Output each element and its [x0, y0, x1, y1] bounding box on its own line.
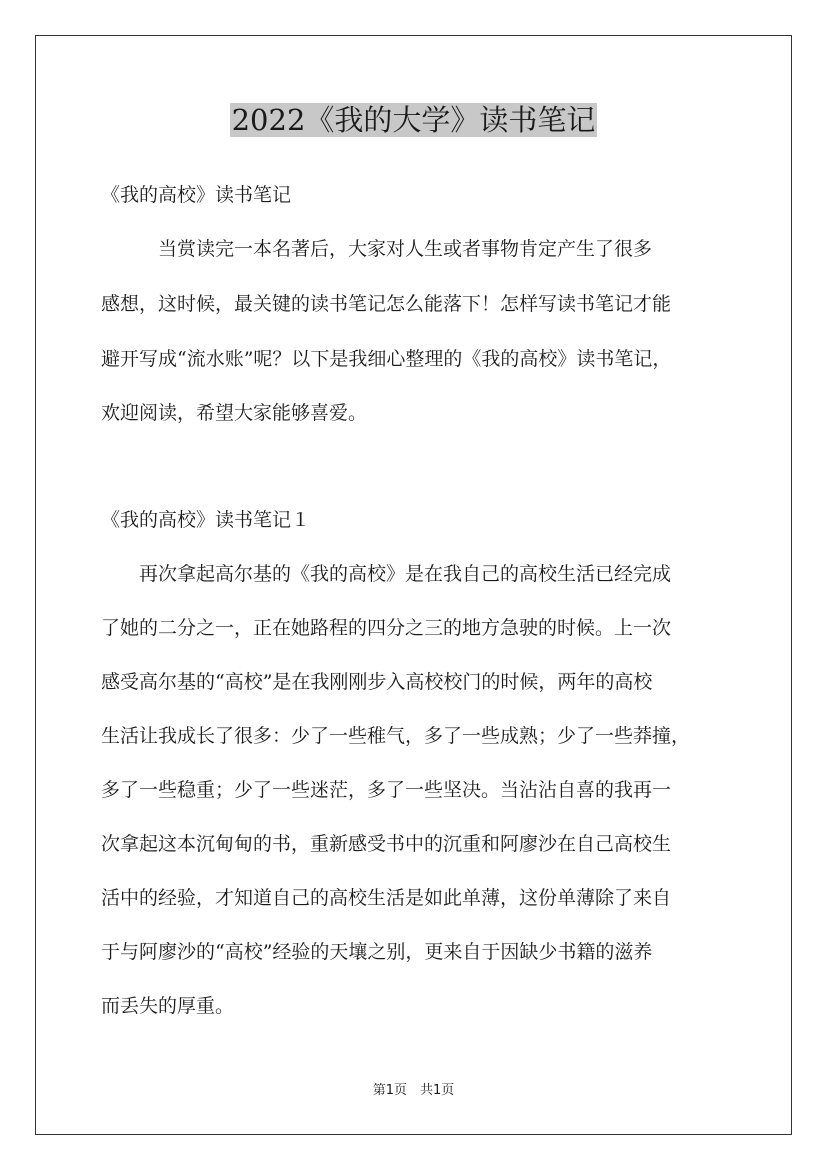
- subtitle-line: 《我的高校》读书笔记: [101, 184, 292, 206]
- body-line-9: 而丢失的厚重。: [101, 995, 235, 1017]
- document-title-text: 2022《我的大学》读书笔记: [231, 103, 596, 137]
- document-title: [0, 100, 827, 140]
- paragraph-line-2: 感想，这时候，最关键的读书笔记怎么能落下！怎样写读书笔记才能: [101, 293, 672, 315]
- body-line-3: 感受高尔基的“高校”是在我刚刚步入高校校门的时候，两年的高校: [101, 671, 653, 693]
- paragraph-line-1: 当赏读完一本名著后，大家对人生或者事物肯定产生了很多: [101, 238, 653, 260]
- body-line-7: 活中的经验，才知道自己的高校生活是如此单薄，这份单薄除了来自: [101, 887, 672, 909]
- section-heading: 《我的高校》读书笔记１: [101, 509, 311, 531]
- body-line-8: 于与阿廖沙的“高校”经验的天壤之别，更来自于因缺少书籍的滋养: [101, 941, 653, 963]
- body-line-6: 次拿起这本沉甸甸的书，重新感受书中的沉重和阿廖沙在自己高校生: [101, 833, 672, 855]
- body-line-1: 再次拿起高尔基的《我的高校》是在我自己的高校生活已经完成: [101, 563, 672, 585]
- paragraph-line-3: 避开写成“流水账”呢？以下是我细心整理的《我的高校》读书笔记，: [101, 348, 672, 370]
- paragraph-line-4: 欢迎阅读，希望大家能够喜爱。: [101, 402, 368, 424]
- body-line-4: 生活让我成长了很多：少了一些稚气，多了一些成熟；少了一些莽撞，: [101, 725, 691, 747]
- body-line-2: 了她的二分之一，正在她路程的四分之三的地方急驶的时候。上一次: [101, 617, 672, 639]
- body-line-5: 多了一些稳重；少了一些迷茫，多了一些坚决。当沾沾自喜的我再一: [101, 779, 672, 801]
- page-footer: 第1页 共1页: [372, 1083, 455, 1098]
